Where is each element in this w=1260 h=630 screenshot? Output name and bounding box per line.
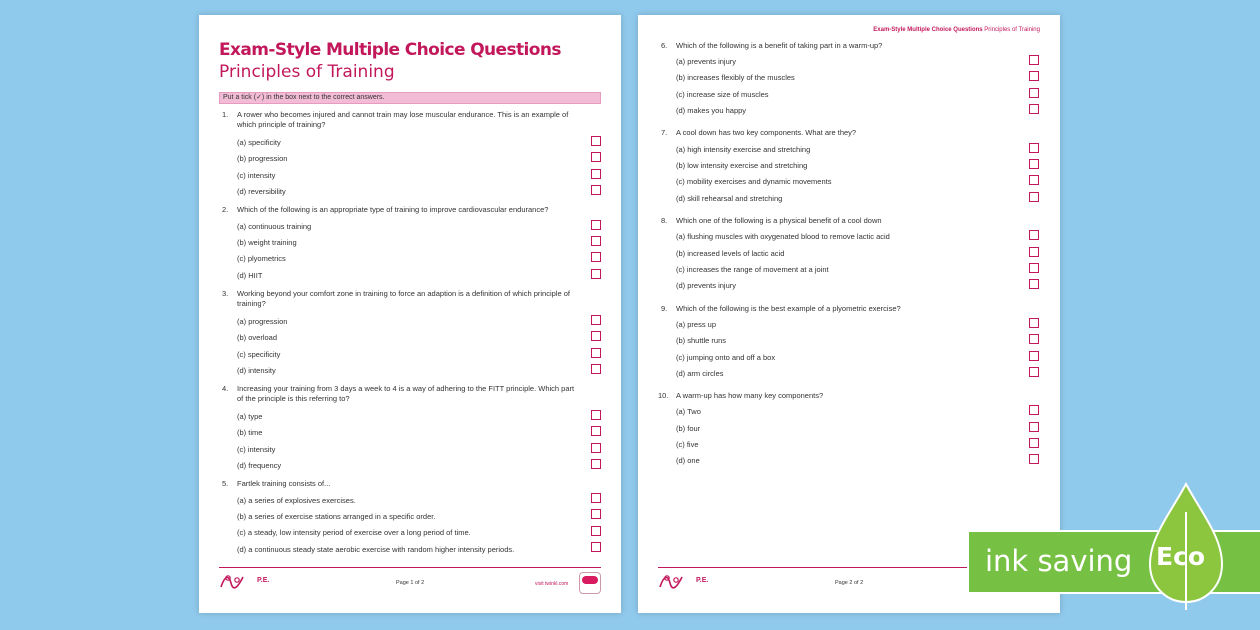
- option: (b) increased levels of lactic acid: [676, 249, 785, 258]
- option: (a) prevents injury: [676, 57, 737, 66]
- answer-checkbox[interactable]: [591, 236, 601, 246]
- option: (b) low intensity exercise and stretching: [676, 161, 808, 170]
- answer-checkbox[interactable]: [1029, 367, 1039, 377]
- answer-checkbox[interactable]: [1029, 247, 1039, 257]
- answer-checkbox[interactable]: [591, 542, 601, 552]
- answer-checkbox[interactable]: [591, 443, 601, 453]
- footer-subject: P.E.: [257, 577, 270, 584]
- option: (d) prevents injury: [676, 281, 737, 290]
- answer-checkbox[interactable]: [1029, 71, 1039, 81]
- footer-divider: [658, 567, 988, 568]
- answer-checkbox[interactable]: [1029, 405, 1039, 415]
- answer-checkbox[interactable]: [591, 152, 601, 162]
- option: (a) Two: [676, 407, 701, 416]
- question-text: Which of the following is the best example of a plyometric exercise?: [676, 304, 901, 313]
- option: (a) type: [237, 412, 263, 421]
- question-text: A warm-up has how many key components?: [676, 391, 824, 400]
- question-number: 9.: [661, 304, 668, 313]
- question-text: Which one of the following is a physical benefit of a cool down: [676, 216, 882, 225]
- option: (a) specificity: [237, 138, 281, 147]
- answer-checkbox[interactable]: [1029, 88, 1039, 98]
- option: (a) flushing muscles with oxygenated blood to remove lactic acid: [676, 232, 890, 241]
- footer-page-number: Page 1 of 2: [396, 580, 425, 586]
- option: (d) makes you happy: [676, 106, 747, 115]
- option: (c) five: [676, 440, 699, 449]
- option: (b) time: [237, 428, 263, 437]
- twinkl-logo-icon: [579, 572, 601, 594]
- option: (c) intensity: [237, 445, 276, 454]
- answer-checkbox[interactable]: [591, 136, 601, 146]
- worksheet-page-1: [199, 15, 621, 613]
- answer-checkbox[interactable]: [591, 185, 601, 195]
- answer-checkbox[interactable]: [591, 252, 601, 262]
- question-7: [658, 128, 1043, 138]
- ink-saving-text: ink saving: [985, 544, 1133, 578]
- question-4: [219, 384, 604, 404]
- title-light: Principles of Training: [219, 62, 395, 82]
- question-number: 2.: [222, 205, 229, 214]
- question-2: [219, 205, 604, 215]
- eco-badge-text: Eco: [1156, 542, 1206, 571]
- question-text: Increasing your training from 3 days a week to 4 is a way of adhering to the FITT principle. Which part of the principle is this referring to?: [237, 384, 575, 403]
- answer-checkbox[interactable]: [591, 509, 601, 519]
- option: (d) arm circles: [676, 369, 724, 378]
- answer-checkbox[interactable]: [591, 331, 601, 341]
- question-number: 10.: [658, 391, 669, 400]
- answer-checkbox[interactable]: [1029, 230, 1039, 240]
- header-bold: Exam-Style Multiple Choice Questions: [873, 27, 983, 33]
- question-10: [658, 391, 1043, 401]
- header-light: Principles of Training: [982, 27, 1040, 33]
- option: (b) progression: [237, 154, 288, 163]
- answer-checkbox[interactable]: [591, 348, 601, 358]
- question-number: 4.: [222, 384, 229, 393]
- question-number: 7.: [661, 128, 668, 137]
- pe-logo-icon: [658, 573, 684, 591]
- question-text: A rower who becomes injured and cannot train may lose muscular endurance. This is an example of which principle of training?: [237, 110, 569, 129]
- question-8: [658, 216, 1043, 226]
- answer-checkbox[interactable]: [591, 269, 601, 279]
- answer-checkbox[interactable]: [1029, 192, 1039, 202]
- option: (d) reversibility: [237, 187, 286, 196]
- footer-divider: [219, 567, 601, 568]
- answer-checkbox[interactable]: [1029, 279, 1039, 289]
- question-number: 3.: [222, 289, 229, 298]
- option: (d) skill rehearsal and stretching: [676, 194, 783, 203]
- option: (c) intensity: [237, 171, 276, 180]
- answer-checkbox[interactable]: [1029, 263, 1039, 273]
- option: (c) increases the range of movement at a joint: [676, 265, 829, 274]
- title-bold: Exam-Style Multiple Choice Questions: [219, 40, 561, 60]
- pe-logo-icon: [219, 573, 245, 591]
- answer-checkbox[interactable]: [1029, 143, 1039, 153]
- question-number: 6.: [661, 41, 668, 50]
- option: (a) a series of explosives exercises.: [237, 496, 356, 505]
- page-header: [873, 27, 1040, 33]
- option: (d) HIIT: [237, 271, 263, 280]
- option: (b) four: [676, 424, 701, 433]
- answer-checkbox[interactable]: [1029, 159, 1039, 169]
- footer-visit-link[interactable]: visit twinkl.com: [535, 581, 569, 587]
- option: (a) high intensity exercise and stretching: [676, 145, 811, 154]
- twinkl-logo-shape: [582, 576, 598, 584]
- option: (c) mobility exercises and dynamic movements: [676, 177, 832, 186]
- footer-subject: P.E.: [696, 577, 709, 584]
- question-6: [658, 41, 1043, 51]
- answer-checkbox[interactable]: [1029, 334, 1039, 344]
- worksheet-title: [219, 39, 614, 83]
- question-5: [219, 479, 604, 489]
- option: (d) frequency: [237, 461, 282, 470]
- question-text: Working beyond your comfort zone in training to force an adaption is a definition of which principle of training?: [237, 289, 570, 308]
- answer-checkbox[interactable]: [1029, 55, 1039, 65]
- footer-page-number: Page 2 of 2: [835, 580, 864, 586]
- answer-checkbox[interactable]: [591, 493, 601, 503]
- option: (c) jumping onto and off a box: [676, 353, 776, 362]
- option: (b) a series of exercise stations arranged in a specific order.: [237, 512, 436, 521]
- option: (a) continuous training: [237, 222, 312, 231]
- answer-checkbox[interactable]: [591, 410, 601, 420]
- question-number: 1.: [222, 110, 229, 119]
- option: (b) increases flexibly of the muscles: [676, 73, 795, 82]
- option: (b) shuttle runs: [676, 336, 727, 345]
- option: (a) progression: [237, 317, 288, 326]
- option: (c) increase size of muscles: [676, 90, 769, 99]
- question-text: Which of the following is a benefit of taking part in a warm-up?: [676, 41, 883, 50]
- answer-checkbox[interactable]: [591, 526, 601, 536]
- question-3: [219, 289, 604, 309]
- answer-checkbox[interactable]: [591, 459, 601, 469]
- answer-checkbox[interactable]: [1029, 438, 1039, 448]
- option: (d) intensity: [237, 366, 276, 375]
- question-text: Which of the following is an appropriate type of training to improve cardiovascular endurance?: [237, 205, 549, 214]
- answer-checkbox[interactable]: [591, 220, 601, 230]
- answer-checkbox[interactable]: [1029, 422, 1039, 432]
- answer-checkbox[interactable]: [1029, 318, 1039, 328]
- option: (c) specificity: [237, 350, 281, 359]
- answer-checkbox[interactable]: [1029, 104, 1039, 114]
- option: (a) press up: [676, 320, 717, 329]
- answer-checkbox[interactable]: [591, 426, 601, 436]
- option: (b) weight training: [237, 238, 297, 247]
- question-1: [219, 110, 604, 130]
- option: (c) plyometrics: [237, 254, 286, 263]
- answer-checkbox[interactable]: [1029, 175, 1039, 185]
- option: (c) a steady, low intensity period of exercise over a long period of time.: [237, 528, 471, 537]
- question-number: 5.: [222, 479, 229, 488]
- answer-checkbox[interactable]: [591, 364, 601, 374]
- question-text: Fartlek training consists of...: [237, 479, 331, 488]
- answer-checkbox[interactable]: [1029, 454, 1039, 464]
- answer-checkbox[interactable]: [591, 169, 601, 179]
- worksheet-page-2: [638, 15, 1060, 613]
- answer-checkbox[interactable]: [1029, 351, 1039, 361]
- option: (b) overload: [237, 333, 278, 342]
- question-9: [658, 304, 1043, 314]
- question-text: A cool down has two key components. What are they?: [676, 128, 857, 137]
- instruction-bar: Put a tick (✓) in the box next to the correct answers.: [219, 92, 601, 104]
- question-number: 8.: [661, 216, 668, 225]
- option: (d) a continuous steady state aerobic exercise with random higher intensity periods.: [237, 545, 515, 554]
- option: (d) one: [676, 456, 700, 465]
- answer-checkbox[interactable]: [591, 315, 601, 325]
